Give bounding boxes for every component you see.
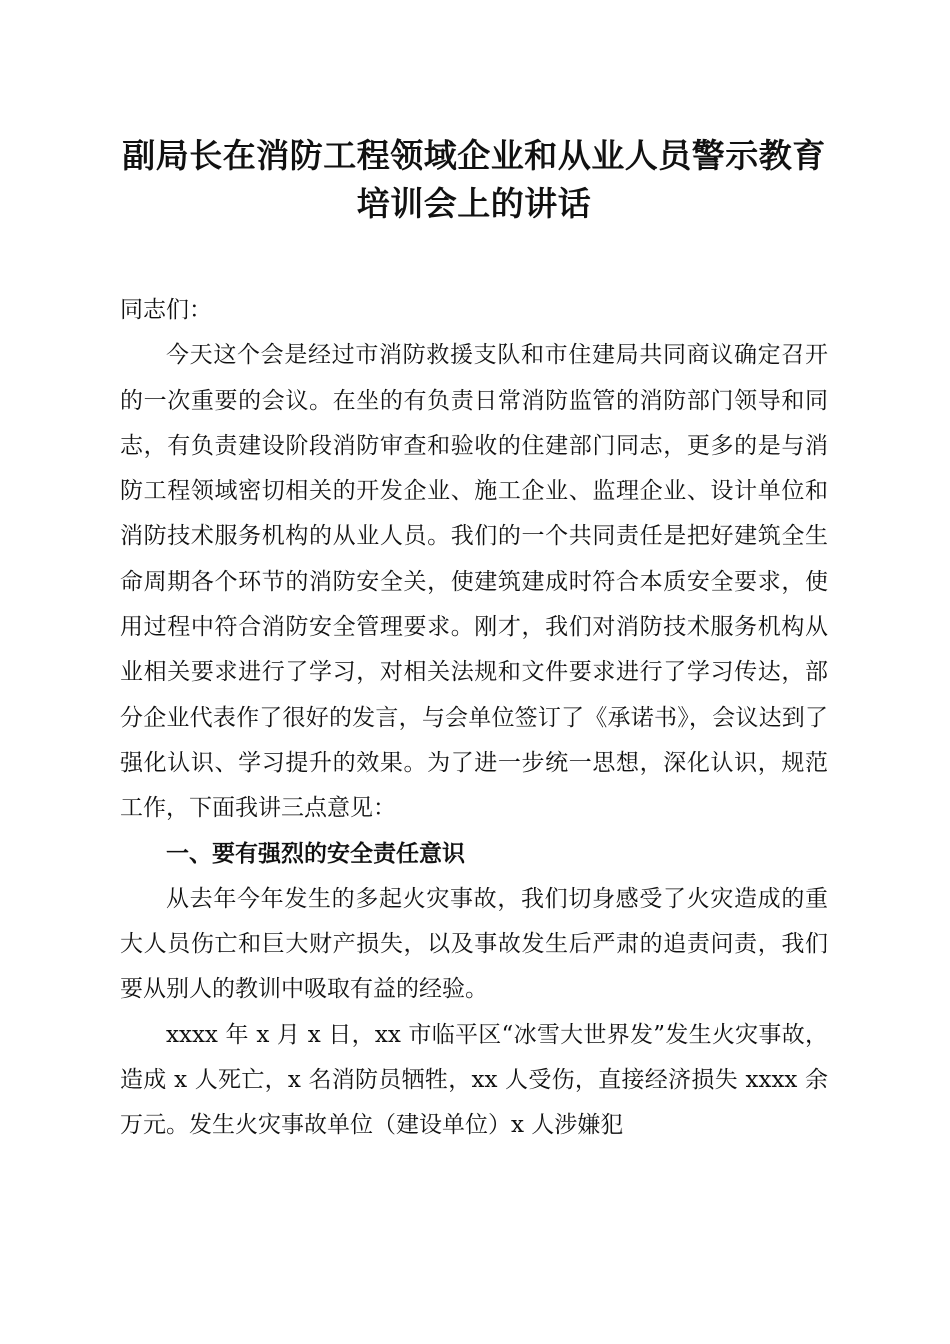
document-content [120, 132, 828, 1149]
section-heading-1: 一、要有强烈的安全责任意识 [166, 840, 465, 867]
paragraph-section-1-b: xxxx 年 x 月 x 日，xx 市临平区“冰雪大世界发”发生火灾事故，造成 x 人死亡，x 名消防员牺牲，xx 人受伤，直接经济损失 xxxx 余万元。发生火灾事故单位（建设单位）x 人涉嫌犯 [120, 1021, 828, 1139]
document-title: 副局长在消防工程领域企业和从业人员警示教育培训会上的讲话 [122, 136, 826, 223]
salutation: 同志们： [120, 297, 212, 323]
document-body [120, 288, 828, 1149]
paragraph-section-1-a: 从去年今年发生的多起火灾事故，我们切身感受了火灾造成的重大人员伤亡和巨大财产损失，以及事故发生后严肃的追责问责，我们要从别人的教训中吸取有益的经验。 [120, 885, 828, 1003]
paragraph-intro: 今天这个会是经过市消防救援支队和市住建局共同商议确定召开的一次重要的会议。在坐的有负责日常消防监管的消防部门领导和同志，有负责建设阶段消防审查和验收的住建部门同志，更多的是与消防工程领域密切相关的开发企业、施工企业、监理企业、设计单位和消防技术服务机构的从业人员。我们的一个共同责任是把好建筑全生命周期各个环节的消防安全关，使建筑建成时符合本质安全要求，使用过程中符合消防安全管理要求。刚才，我们对消防技术服务机构从业相关要求进行了学习，对相关法规和文件要求进行了学习传达，部分企业代表作了很好的发言，与会单位签订了《承诺书》，会议达到了强化认识、学习提升的效果。为了进一步统一思想，深化认识，规范工作，下面我讲三点意见： [120, 342, 828, 822]
